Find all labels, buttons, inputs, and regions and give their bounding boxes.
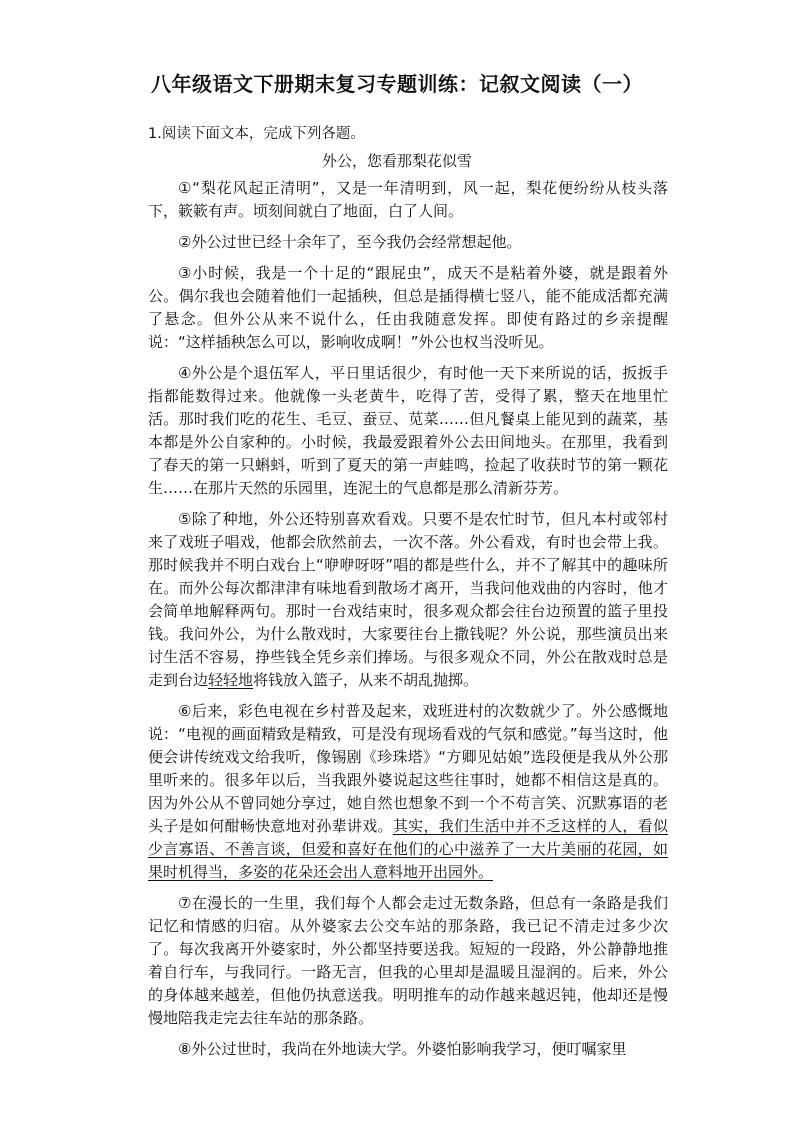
paragraph-text: ⑥后来，彩色电视在乡村普及起来，戏班进村的次数就少了。外公感慨地说：“电视的画面精致是精致，可是没有现场看戏的气氛和感觉。”每当这时，他便会讲传统戏文给我听，像锡剧《珍珠塔》“方卿见姑娘”选段便是我从外公那里听来的。很多年以后，当我跟外婆说起这些往事时，她都不相信这是真的。因为外公从不曾同她分享过，她自然也想象不到一个不苟言笑、沉默寡语的老头子是如何酣畅快意地对孙辈讲戏。: [148, 702, 668, 835]
article-paragraph: [148, 700, 668, 884]
article-paragraph: [148, 262, 668, 354]
paragraph-text: ⑧外公过世时，我尚在外地读大学。外婆怕影响我学习，便叮嘱家里: [178, 1040, 627, 1058]
article-paragraph: [148, 508, 668, 692]
article-paragraph: [148, 362, 668, 500]
article-title: 外公，您看那梨花似雪: [321, 152, 472, 170]
paragraph-text: ①“梨花风起正清明”，又是一年清明到，风一起，梨花便纷纷从枝头落下，簌簌有声。顷刻间就白了地面，白了人间。: [148, 179, 668, 220]
paragraph-text: ③小时候，我是一个十足的“跟屁虫”，成天不是粘着外婆，就是跟着外公。偶尔我也会随着他们一起插秧，但总是插得横七竖八，能不能成活都充满了悬念。但外公从来不说什么，任由我随意发挥。即使有路过的乡亲提醒说：“这样插秧怎么可以，影响收成啊！”外公也权当没听见。: [148, 264, 668, 351]
paragraph-text: ②外公过世已经十余年了，至今我仍会经常想起他。: [178, 233, 522, 251]
article-paragraph: [148, 177, 668, 223]
question-prompt: 1.阅读下面文本，完成下列各题。: [148, 126, 365, 142]
paragraph-text: 将钱放入篮子，从来不胡乱抛掷。: [253, 671, 479, 689]
underlined-text: 其实，我们生活中并不乏这样的人，看似少言寡语、不善言谈，但爱和喜好在他们的心中滋养了一大片美丽的花园，如果时机得当，多姿的花朵还会出人意料地开出园外。: [148, 817, 668, 881]
article-body: [148, 177, 668, 1069]
document-title: 八年级语文下册期末复习专题训练：记叙文阅读（一）: [151, 72, 643, 96]
article-paragraph: [148, 1038, 668, 1061]
underlined-text: 轻轻地: [208, 671, 254, 689]
paragraph-text: ④外公是个退伍军人，平日里话很少，有时他一天下来所说的话，扳扳手指都能数得过来。他就像一头老黄牛，吃得了苦，受得了累，整天在地里忙活。那时我们吃的花生、毛豆、蚕豆、苋菜……但凡餐桌上能见到的蔬菜，基本都是外公自家种的。小时候，我最爱跟着外公去田间地头。在那里，我看到了春天的第一只蝌蚪，听到了夏天的第一声蛙鸣，捡起了收获时节的第一颗花生……在那片天然的乐园里，连泥土的气息都是那么清新芬芳。: [148, 364, 668, 497]
paragraph-text: ⑦在漫长的一生里，我们每个人都会走过无数条路，但总有一条路是我们记忆和情感的归宿。从外婆家去公交车站的那条路，我已记不清走过多少次了。每次我离开外婆家时，外公都坚持要送我。短短的一段路，外公静静地推着自行车，与我同行。一路无言，但我的心里却是温暖且湿润的。后来，外公的身体越来越差，但他仍执意送我。明明推车的动作越来越迟钝，他却还是慢慢地陪我走完去往车站的那条路。: [148, 894, 668, 1027]
paragraph-text: ⑤除了种地，外公还特别喜欢看戏。只要不是农忙时节，但凡本村或邻村来了戏班子唱戏，他都会欣然前去，一次不落。外公看戏，有时也会带上我。那时候我并不明白戏台上“咿咿呀呀”唱的都是些什么，并不了解其中的趣味所在。而外公每次都津津有味地看到散场才离开，当我问他戏曲的内容时，他才会简单地解释两句。那时一台戏结束时，很多观众都会往台边预置的篮子里投钱。我问外公，为什么散戏时，大家要往台上撒钱呢？外公说，那些演员出来讨生活不容易，挣些钱全凭乡亲们捧场。与很多观众不同，外公在散戏时总是走到台边: [148, 510, 668, 689]
article-paragraph: [148, 231, 668, 254]
article-paragraph: [148, 892, 668, 1030]
